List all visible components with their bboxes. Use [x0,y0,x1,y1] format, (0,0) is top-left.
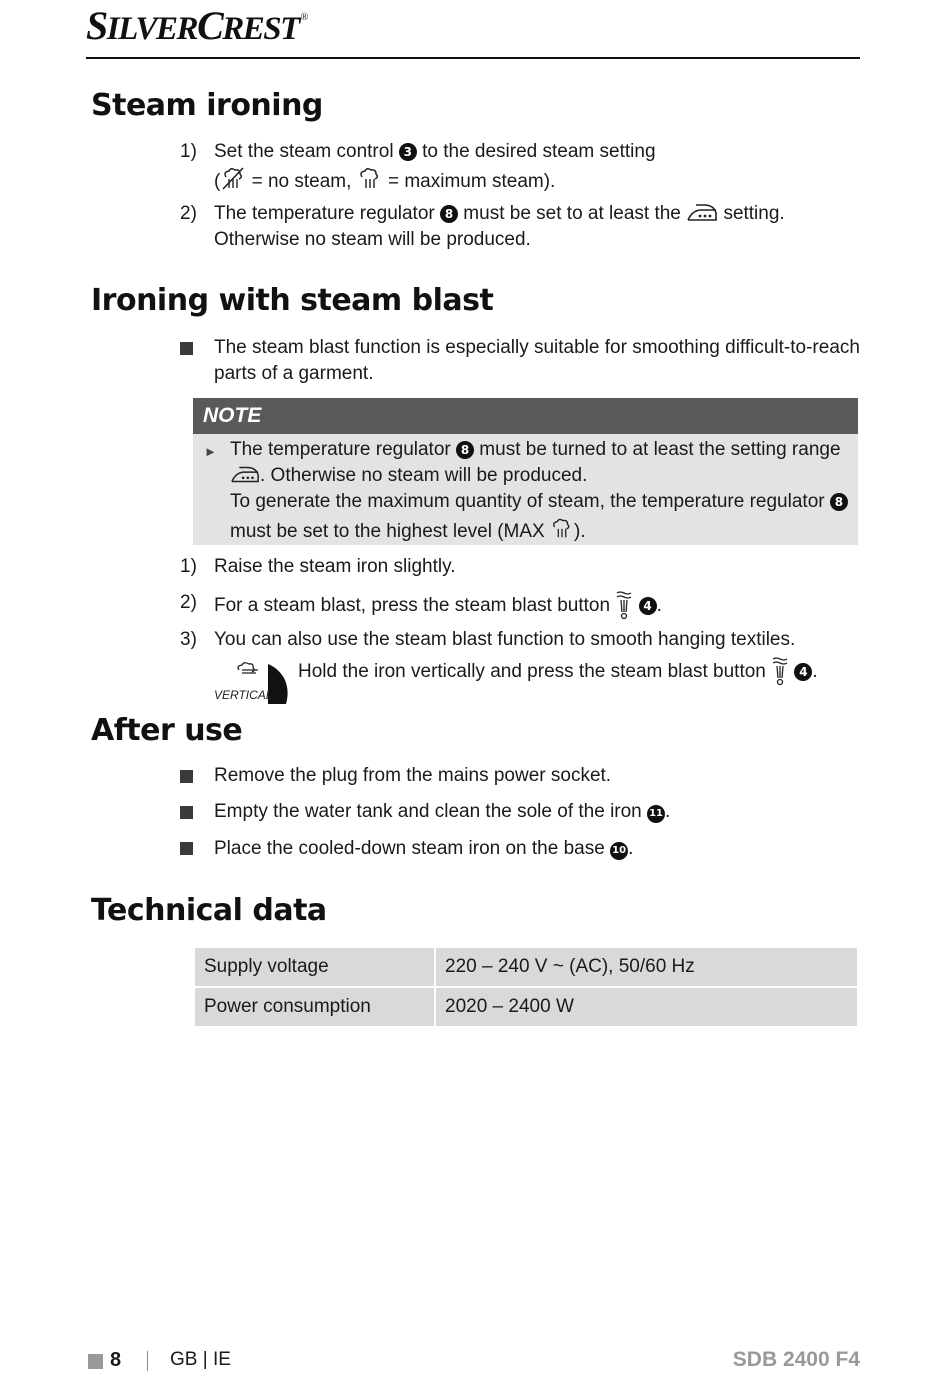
section-title-after-use: After use [91,713,243,748]
vertical-label: VERTICAL [214,688,273,702]
no-steam-icon [220,165,246,191]
ref-badge: 3 [399,143,417,161]
steam-blast-icon [615,590,633,620]
model-number: SDB 2400 F4 [732,1348,860,1371]
bullet-square [180,342,193,355]
ref-badge: 11 [647,805,665,823]
ref-badge: 8 [456,441,474,459]
bullet-square [180,770,193,783]
ref-badge: 8 [830,493,848,511]
list-item: The steam blast function is especially suitable for smoothing difficult-to-reach parts of a garment. [214,337,860,384]
ref-badge: 10 [610,842,628,860]
table-cell-value: 2020 – 2400 W [436,988,857,1026]
max-steam-icon [357,165,383,191]
bullet-square [180,806,193,819]
bullet-square [180,842,193,855]
arrow-bullet-icon: ► [204,444,217,459]
technical-data-table [195,946,857,1028]
section-title-steam-blast: Ironing with steam blast [91,283,494,318]
table-row [195,948,857,986]
steam-blast-icon [771,656,789,686]
iron-dots-icon [230,463,260,485]
footer-square [88,1354,103,1369]
ref-badge: 8 [440,205,458,223]
header-rule [86,57,860,59]
table-cell-label: Supply voltage [195,948,436,986]
ref-badge: 4 [794,663,812,681]
list-item: Place the cooled-down steam iron on the base 10 . [214,838,634,859]
section-title-technical-data: Technical data [91,893,327,928]
table-cell-value: 220 – 240 V ~ (AC), 50/60 Hz [436,948,857,986]
table-cell-label: Power consumption [195,988,436,1026]
footer-language: GB | IE [170,1349,231,1370]
list-item: Remove the plug from the mains power socket. [214,765,612,786]
footer-divider [147,1351,148,1371]
note-heading: NOTE [193,398,858,434]
ref-badge: 4 [639,597,657,615]
table-row [195,988,857,1026]
max-steam-icon [550,515,574,541]
list-item: Empty the water tank and clean the sole of the iron 11 . [214,801,671,822]
note-text: The temperature regulator 8 must be turned to at least the setting range . Otherwise no steam will be produced. To generate the maximum quantity of steam, the temperature regulator 8 must be set to the highest level (MAX ). [230,437,850,545]
list-item-sub: Hold the iron vertically and press the steam blast button 4 . [298,656,818,686]
section-title-steam-ironing: Steam ironing [91,88,323,123]
page-number: 8 [110,1349,122,1371]
brand-logo: SILVERCREST ® [86,3,307,48]
iron-dots-icon [686,201,718,223]
